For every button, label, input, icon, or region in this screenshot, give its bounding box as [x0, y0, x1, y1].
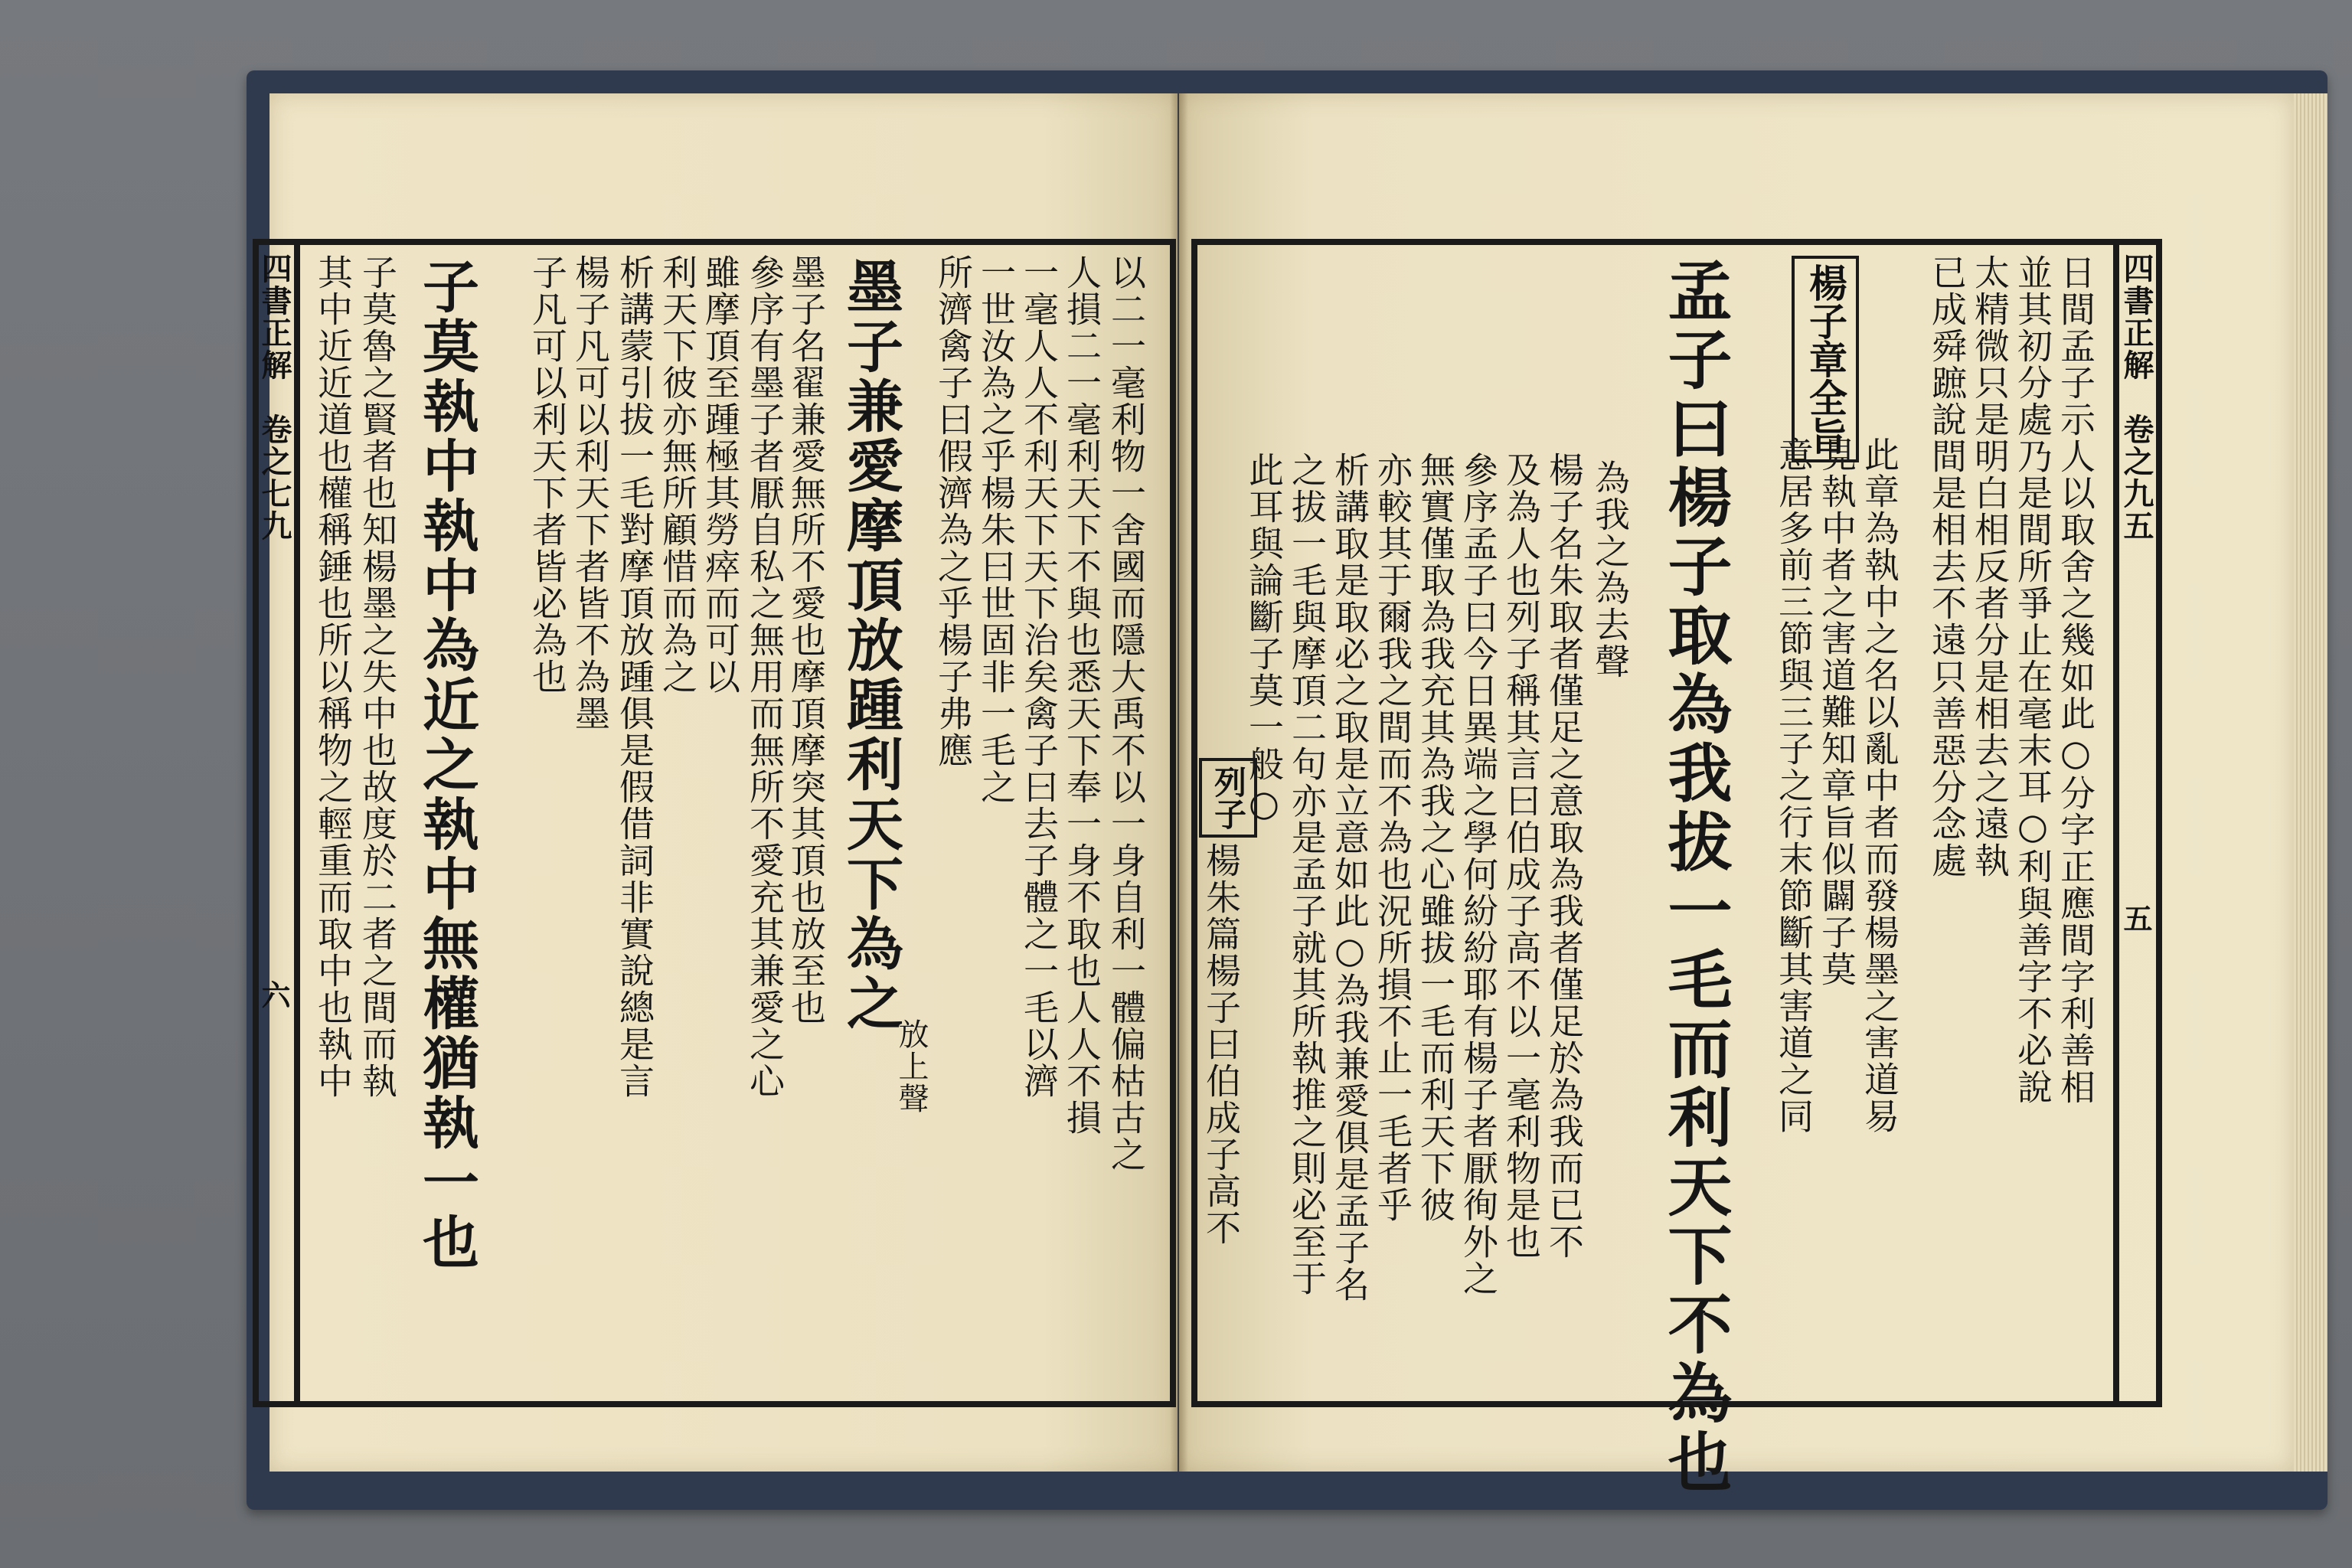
left-col-5: 所濟禽子曰假濟為之乎楊子弗應 — [933, 254, 974, 769]
left-col-16: 其中近近道也權稱錘也所以稱物之輕重而取中也執中 — [312, 254, 354, 1099]
right-margin-title: 四書正解 卷之九五 — [2118, 253, 2154, 542]
right-col-9: 為我之為去聲 — [1589, 459, 1631, 680]
left-main-text-1: 墨子兼愛摩頂放踵利天下為之 — [838, 257, 903, 1034]
right-col-1: 日間孟子示人以取舍之幾如此○分字正應間字利善相 — [2055, 254, 2096, 1106]
right-col-4: 已成舜蹠說間是相去不遠只善惡分念處 — [1926, 254, 1968, 879]
right-col-5: 此章為執中之名以亂中者而發楊墨之害道易 — [1859, 436, 1900, 1135]
right-col-11: 及為人也列子稱其言曰伯成子高不以一毫利物是也 — [1501, 452, 1542, 1260]
right-col-6: 見執中者之害道難知章旨似闢子莫 — [1816, 436, 1857, 988]
left-col-15: 子莫魯之賢者也知楊墨之失中也故度於二者之間而執 — [357, 254, 398, 1099]
right-col-17: 此耳與論斷子莫一般○ — [1243, 452, 1285, 825]
left-col-7: 墨子名翟兼愛無所不愛也摩頂摩突其頂也放至也 — [786, 254, 827, 1026]
left-col-2: 人損二一毫利天下不與也悉天下奉一身不取也人人不損 — [1061, 254, 1102, 1136]
page-edges — [2294, 93, 2328, 1472]
right-col-13: 無實僅取為我充其為我之心雖拔一毛而利天下彼 — [1415, 452, 1456, 1223]
left-col-13: 子凡可以利天下者皆必為也 — [527, 254, 568, 695]
left-col-10: 利天下彼亦無所顧惜而為之 — [657, 254, 698, 695]
left-pronunciation-note: 放上聲 — [893, 1018, 929, 1115]
left-col-4: 一世汝為之乎楊朱曰世固非一毛之 — [975, 254, 1017, 805]
chapter-summary-tag: 楊子章全旨 — [1792, 256, 1859, 462]
left-folio: 六 — [256, 980, 291, 1011]
right-col-7: 意居多前三節與三子之行末節斷其害道之同 — [1773, 436, 1815, 1135]
right-col-2: 並其初分處乃是間所爭止在毫末耳○利與善字不必說 — [2012, 254, 2053, 1106]
right-col-3: 太精微只是明白相反者分是相去之遠執 — [1969, 254, 2011, 879]
liezi-reference-tag: 列子 — [1199, 758, 1257, 838]
right-col-16: 之拔一毛與摩頂二句亦是孟子就其所執推之則必至于 — [1286, 452, 1328, 1297]
left-col-3: 一毫人人不利天下天下治矣禽子曰去子體之一毛以濟 — [1018, 254, 1060, 1099]
right-folio: 五 — [2118, 903, 2153, 934]
left-col-12: 楊子凡可以利天下者皆不為墨 — [570, 254, 611, 732]
right-col-14: 亦較其于爾我之間而不為也況所損不止一毛者乎 — [1372, 452, 1413, 1223]
right-col-10: 楊子名朱取者僅足之意取為我者僅足於為我而已不 — [1544, 452, 1585, 1260]
right-col-12: 參序孟子曰今日異端之學何紛紛耶有楊子者厭徇外之 — [1458, 452, 1499, 1297]
left-main-text-2: 子莫執中執中為近之執中無權猶執一也 — [413, 257, 479, 1272]
left-col-1: 以二一毫利物一舍國而隱大禹不以一身自利一體偏枯古之 — [1106, 254, 1147, 1173]
right-col-18: 楊朱篇楊子曰伯成子高不 — [1200, 842, 1242, 1246]
left-col-8: 參序有墨子者厭自私之無用而無所不愛充其兼愛之心 — [744, 254, 786, 1099]
left-col-11: 析講蒙引拔一毛對摩頂放踵俱是假借詞非實說總是言 — [614, 254, 655, 1099]
right-main-text: 孟子曰楊子取為我拔一毛而利天下不為也 — [1658, 257, 1733, 1498]
left-margin-title: 四書正解 卷之七九 — [256, 253, 292, 542]
left-col-9: 雖摩頂至踵極其勞瘁而可以 — [700, 254, 741, 695]
right-col-15: 析講取是取必之取是立意如此○為我兼愛俱是孟子名 — [1329, 452, 1370, 1303]
